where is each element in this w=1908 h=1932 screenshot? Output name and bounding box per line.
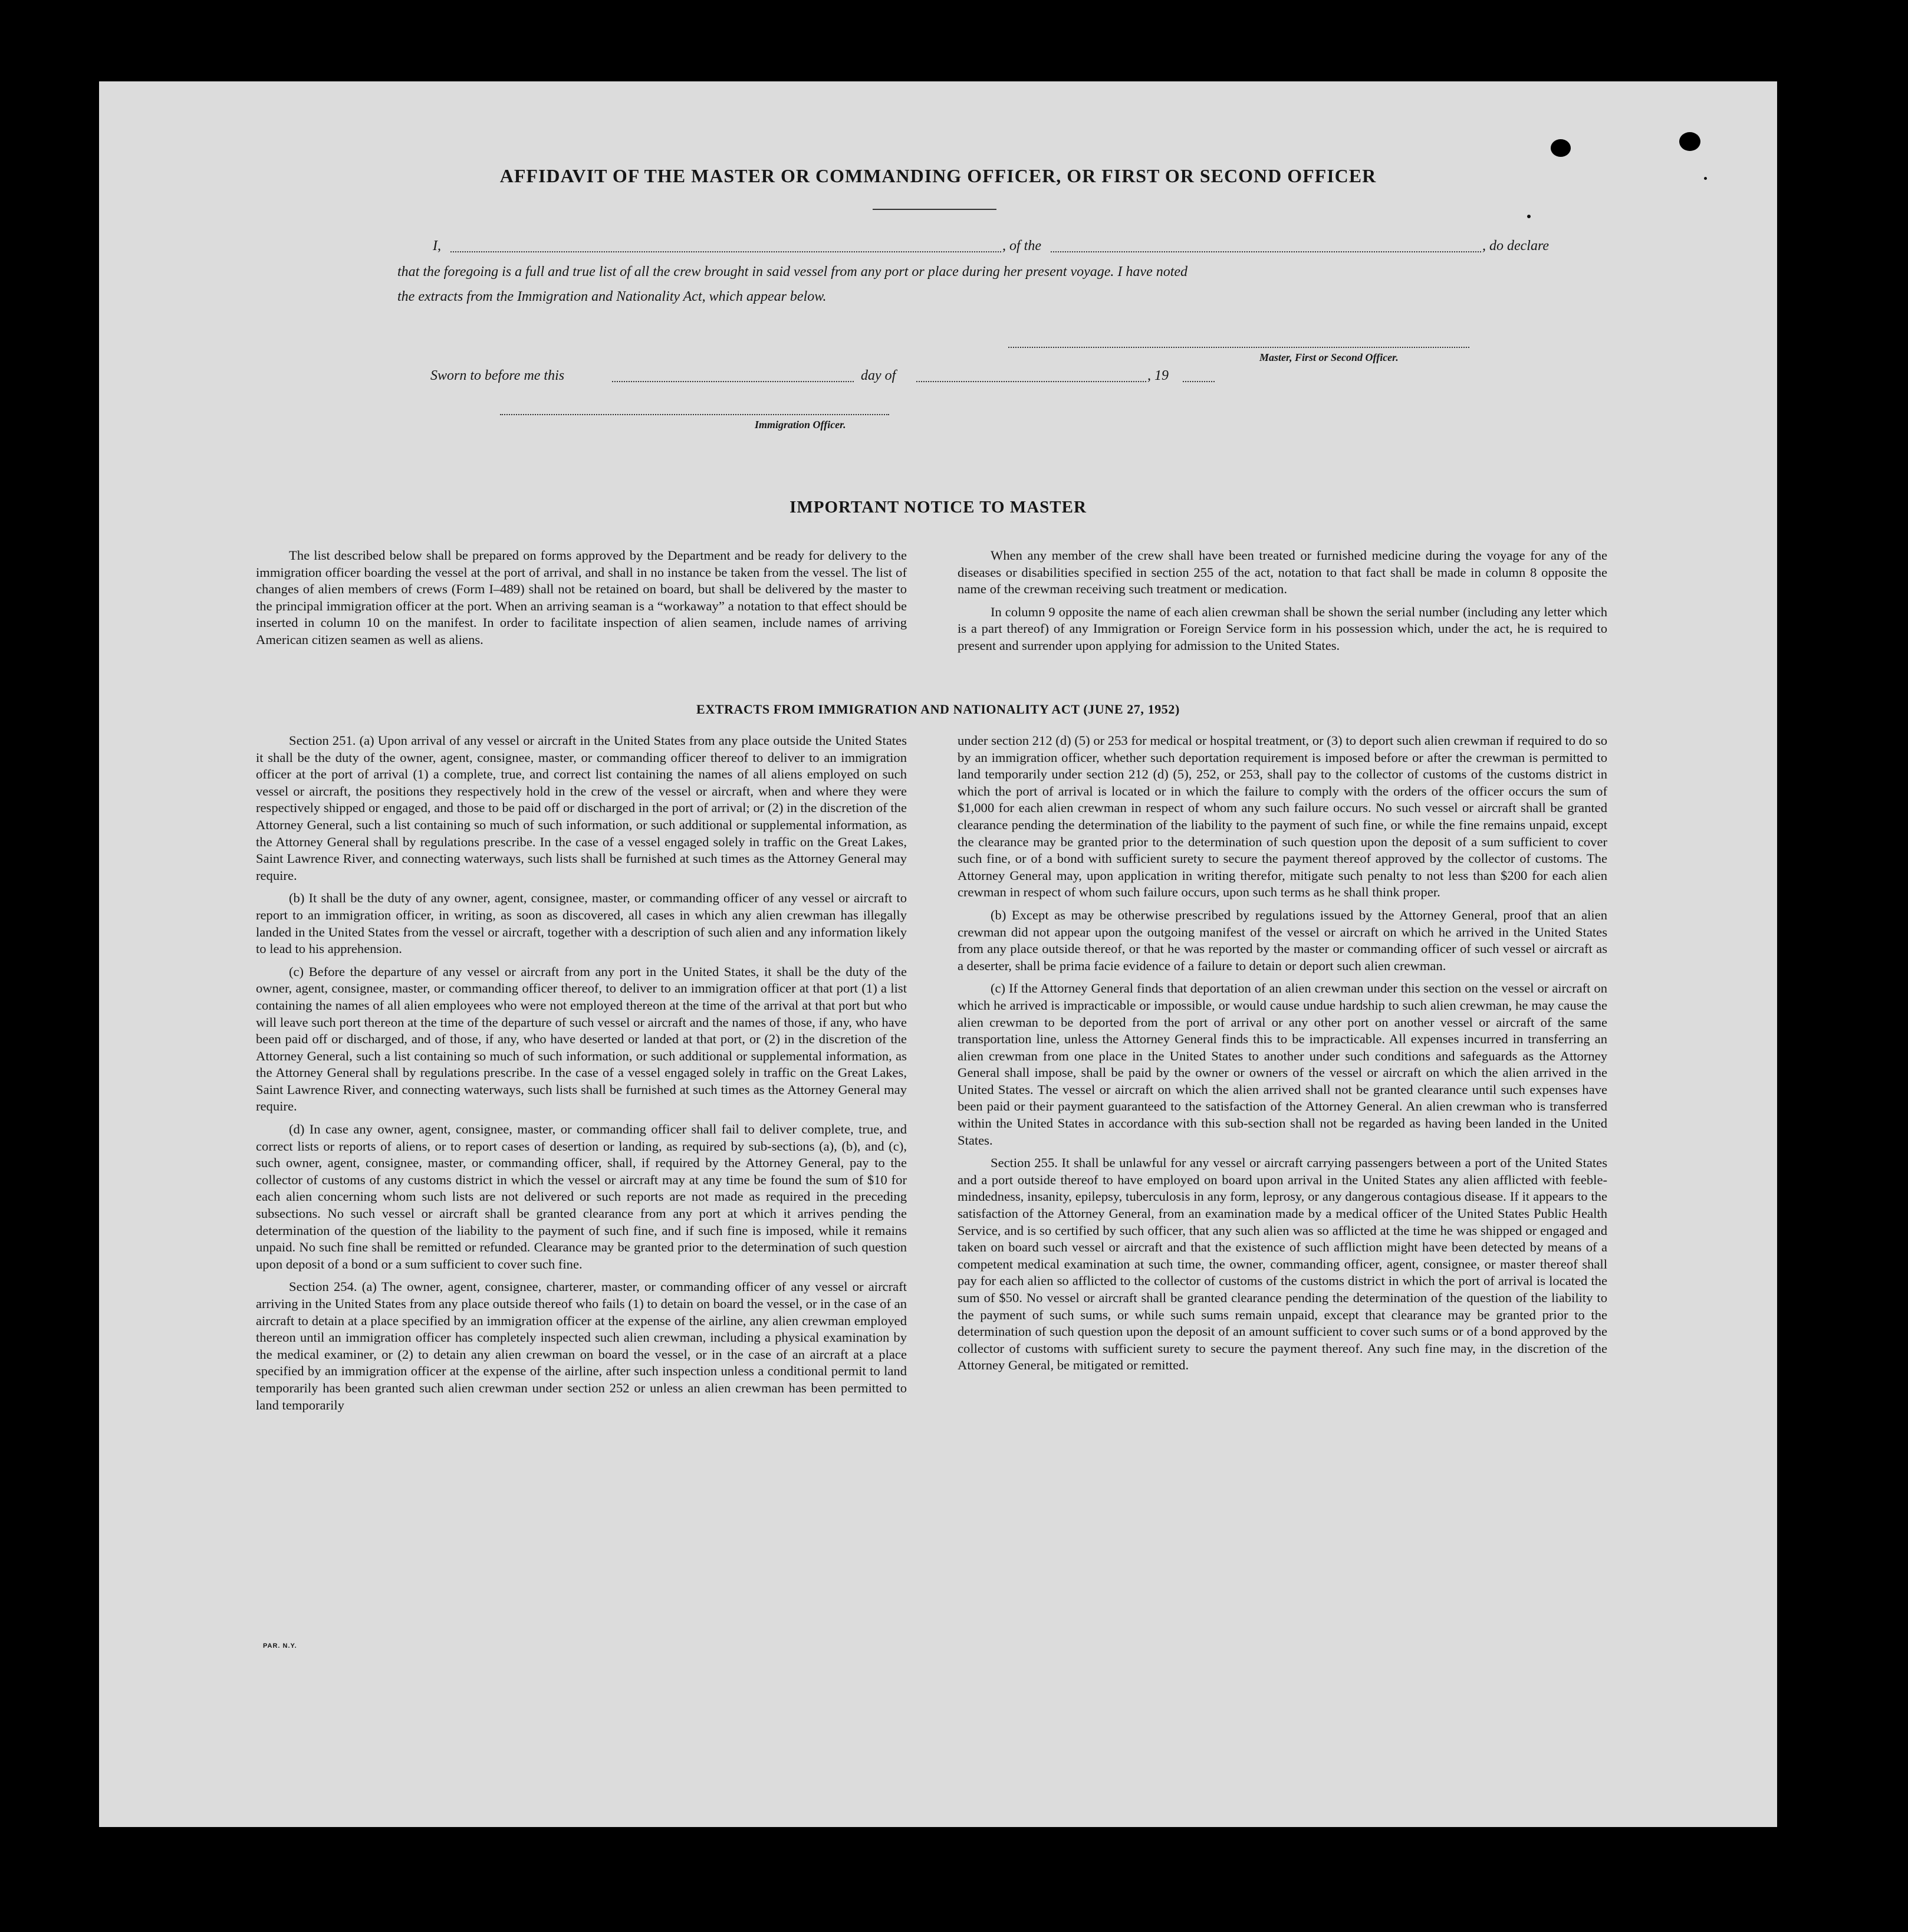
section-254-c: (c) If the Attorney General finds that deportation of an alien crewman under this section on the vessel or aircraft on which he arrived is impracticable or impossible, or would cause undue hardship to such alien crewman, he may cause the alien crewman to be deported from the port of arrival or any other port on another vessel or aircraft of the same transportation line, unless the Attorney General finds this to be impracticable. All expenses incurred in transferring an alien crewman from one place in the United States to another under such conditions and safeguards as the Attorney General shall impose, shall be paid by the owner or owners of the vessel or aircraft on which the alien arrived in the United States. The vessel or aircraft on which the alien arrived shall not be granted clearance until such expenses have been paid or their payment guaranteed to the satisfaction of the Attorney General. An alien crewman who is transferred within the United States in accordance with this sub-section shall not be regarded as having been landed in the United States. bbox=[958, 981, 1607, 1148]
extracts-left-column bbox=[256, 732, 907, 1414]
officer-signature-line bbox=[500, 414, 889, 415]
sworn-day-of: day of bbox=[861, 368, 896, 383]
section-255: Section 255. It shall be unlawful for any vessel or aircraft carrying passengers between a port of the United States and a port outside thereof to have employed on board upon arrival in the United States any alien afflicted with feeble-mindedness, insanity, epilepsy, tuberculosis in any form, leprosy, or any dangerous contagious disease. If it appears to the satisfaction of the Attorney General, from an examination made by a medical officer of the United States Public Health Service, and is so certified by such officer, that any such alien was so afflicted at the time he was shipped or engaged and taken on board such vessel or aircraft and that the existence of such affliction might have been detected by means of a competent medical examination at such time, the owner, commanding officer, agent, consignee, or master thereof shall pay for each alien so afflicted to the collector of customs of the customs district in which the port of arrival is located the sum of $50. No vessel or aircraft shall be granted clearance pending the determination of the question of the liability to the payment of such sums, or while such sums remain unpaid, except that clearance may be granted prior to the determination of such question upon the deposit of an amount sufficient to cover such sums or of a bond approved by the collector of customs with sufficient surety to secure the payment thereof. Any such fine may, in the discretion of the Attorney General, be mitigated or remitted. bbox=[958, 1155, 1607, 1373]
section-251-b: (b) It shall be the duty of any owner, agent, consignee, master, or commanding officer of any vessel or aircraft to report to an immigration officer, in writing, as soon as discovered, all cases in which any alien crewman has illegally landed in the United States from the vessel or aircraft, together with a description of such alien and any information likely to lead to his apprehension. bbox=[256, 891, 907, 957]
sworn-day-line bbox=[612, 381, 854, 382]
sworn-year: , 19 bbox=[1147, 368, 1169, 383]
printer-mark: PAR. N.Y. bbox=[263, 1642, 297, 1650]
extracts-title: EXTRACTS FROM IMMIGRATION AND NATIONALITY ACT (JUNE 27, 1952) bbox=[696, 702, 1180, 717]
declaration-of-the: , of the bbox=[1002, 238, 1041, 254]
officer-caption: Immigration Officer. bbox=[755, 419, 846, 431]
punch-hole-right bbox=[1679, 132, 1700, 151]
dust-speck bbox=[1527, 215, 1531, 218]
notice-right-paragraph-1: When any member of the crew shall have been treated or furnished medicine during the voyage for any of the diseases or disabilities specified in section 255 of the act, notation to that fact shall be made in column 8 opposite the name of the crewman receiving such treatment or medication. bbox=[958, 548, 1607, 597]
sworn-month-line bbox=[916, 381, 1146, 382]
notice-left-paragraph: The list described below shall be prepared on forms approved by the Department and be ready for delivery to the immigration officer boarding the vessel at the port of arrival, and shall in no instance be taken from the vessel. The list of changes of alien members of crews (Form I–489) shall not be retained on board, but shall be delivered by the master to the principal immigration officer at the port. When an arriving seaman is a “workaway” a notation to that effect should be inserted in column 10 on the manifest. In order to facilitate inspection of alien seamen, include names of arriving American citizen seamen as well as aliens. bbox=[256, 548, 907, 647]
sworn-year-line bbox=[1183, 381, 1215, 382]
signature-line bbox=[1008, 347, 1469, 348]
extracts-right-column bbox=[958, 732, 1607, 1374]
document-sheet bbox=[99, 81, 1777, 1827]
notice-right-paragraph-2: In column 9 opposite the name of each alien crewman shall be shown the serial number (including any letter which is a part thereof) of any Immigration or Foreign Service form in his possession which, under the act, he is required to present and surrender upon applying for admission to the United States. bbox=[958, 604, 1607, 653]
notice-left-column bbox=[256, 547, 907, 649]
declaration-text-2: the extracts from the Immigration and Nationality Act, which appear below. bbox=[397, 289, 827, 304]
section-251-d: (d) In case any owner, agent, consignee, master, or commanding officer shall fail to deliver complete, true, and correct lists or reports of aliens, or to report cases of desertion or landing, as required by sub-sections (a), (b), and (c), such owner, agent, consignee, master, or commanding officer, shall, if required by the Attorney General, pay to the collector of customs of any customs district in which the vessel or aircraft may at any time be found the sum of $10 for each alien concerning whom such lists are not delivered or such reports are not made as required in the preceding subsections. No such vessel or aircraft shall be granted clearance from any port at which it arrives pending the determination of the question of the liability to the payment of such fine, and if such fine is imposed, while it remains unpaid. No such fine shall be remitted or refunded. Clearance may be granted prior to the determination of such question upon deposit of a bond or a sum sufficient to cover such fine. bbox=[256, 1122, 907, 1271]
vessel-blank-line bbox=[1051, 251, 1481, 252]
signature-caption: Master, First or Second Officer. bbox=[1259, 351, 1399, 363]
sworn-prefix: Sworn to before me this bbox=[430, 368, 565, 383]
section-254-a: Section 254. (a) The owner, agent, consignee, charterer, master, or commanding officer of any vessel or aircraft arriving in the United States from any place outside thereof who fails (1) to detain on board the vessel, or in the case of an aircraft to detain at a place specified by an immigration officer at the expense of the airline, any alien crewman employed thereon until an immigration officer has completely inspected such alien crewman, including a physical examination by the medical examiner, or (2) to detain any alien crewman on board the vessel, or in the case of an aircraft at a place specified by an immigration officer at the expense of the airline, after such inspection unless a conditional permit to land temporarily has been granted such alien crewman under section 252 or unless an alien crewman has been permitted to land temporarily bbox=[256, 1279, 907, 1412]
section-251-a: Section 251. (a) Upon arrival of any vessel or aircraft in the United States from any place outside the United States it shall be the duty of the owner, agent, consignee, master, or commanding officer thereof to deliver to an immigration officer at the port of arrival (1) a complete, true, and correct list containing the names of all aliens employed on such vessel or aircraft, the positions they respectively hold in the crew of the vessel or aircraft, when and where they were respectively shipped or engaged, and those to be paid off or discharged in the port of arrival; or (2) in the discretion of the Attorney General, such a list containing so much of such information, or such additional or supplemental information, as the Attorney General shall by regulations prescribe. In the case of a vessel engaged solely in traffic on the Great Lakes, Saint Lawrence River, and connecting waterways, such lists shall be furnished at such times as the Attorney General may require. bbox=[256, 733, 907, 883]
notice-right-column bbox=[958, 547, 1607, 655]
declaration-end: , do declare bbox=[1482, 238, 1550, 254]
declaration-i: I, bbox=[433, 238, 441, 254]
declaration-text-1: that the foregoing is a full and true list of all the crew brought in said vessel from any port or place during her present voyage. I have noted bbox=[397, 264, 1188, 280]
section-254-b: (b) Except as may be otherwise prescribed by regulations issued by the Attorney General, proof that an alien crewman did not appear upon the outgoing manifest of the vessel or aircraft on which he arrived in the United States from any place outside thereof, or that he was reported by the master or commanding officer of such vessel or aircraft as a deserter, shall be prima facie evidence of a failure to detain or deport such alien crewman. bbox=[958, 907, 1607, 973]
title-underline bbox=[873, 209, 996, 210]
punch-hole-left bbox=[1551, 139, 1571, 157]
section-251-c: (c) Before the departure of any vessel or aircraft from any port in the United States, it shall be the duty of the owner, agent, consignee, master, or commanding officer thereof, to deliver to an immigration officer at that port (1) a list containing the names of all alien employees who were not employed thereon at the time of the arrival at that port but who will leave such port thereon at the time of the departure of such vessel or aircraft and the names of those, if any, who have been paid off or discharged, and of those, if any, who have deserted or landed at that port, or (2) in the discretion of the Attorney General, such a list containing so much of such information, or such additional or supplemental information, as the Attorney General shall by regulations prescribe. In the case of a vessel engaged solely in traffic on the Great Lakes, Saint Lawrence River, and connecting waterways, such lists shall be furnished at such times as the Attorney General may require. bbox=[256, 964, 907, 1114]
section-254-a-continued: under section 212 (d) (5) or 253 for medical or hospital treatment, or (3) to deport such alien crewman if required to do so by an immigration officer, whether such deportation requirement is imposed before or after the crewman is permitted to land temporarily under section 212 (d) (5), 252, or 253, shall pay to the collector of customs of the customs district in which the port of arrival is located or in which the failure to comply with the orders of the officer occurs the sum of $1,000 for each alien crewman in respect of whom any such failure occurs. No such vessel or aircraft shall be granted clearance pending the determination of the liability to the payment of such fine, or while the fine remains unpaid, except the clearance may be granted prior to the determination of such question upon the deposit of a sum sufficient to cover such fine, or of a bond with sufficient surety to secure the payment thereof approved by the collector of customs. The Attorney General may, upon application in writing therefor, mitigate such penalty to not less than $200 for each alien crewman in respect of whom such failure occurs, upon such terms as he shall think proper. bbox=[958, 733, 1607, 900]
name-blank-line bbox=[450, 251, 1001, 252]
notice-title: IMPORTANT NOTICE TO MASTER bbox=[789, 498, 1087, 517]
dust-speck bbox=[1704, 177, 1707, 180]
affidavit-title: AFFIDAVIT OF THE MASTER OR COMMANDING OFFICER, OR FIRST OR SECOND OFFICER bbox=[499, 165, 1377, 186]
